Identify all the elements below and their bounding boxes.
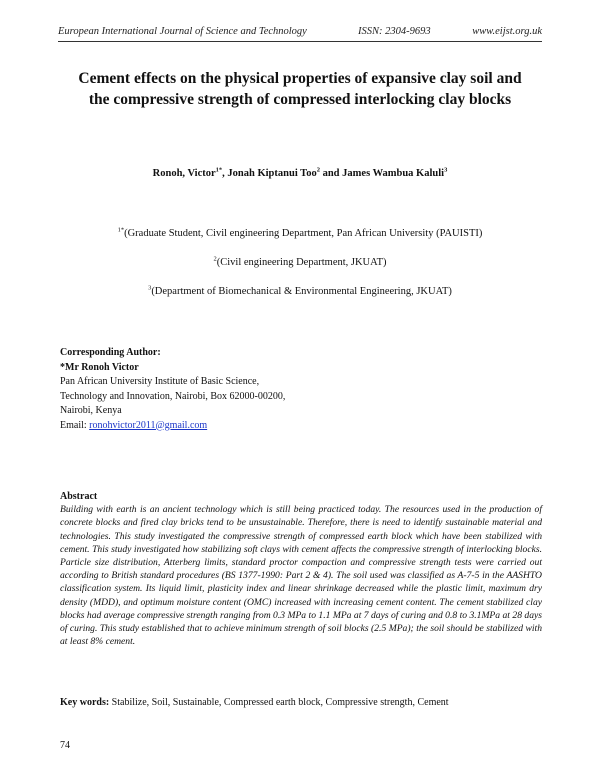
author-2: Jonah Kiptanui Too bbox=[227, 168, 317, 179]
corresponding-heading: Corresponding Author: bbox=[60, 347, 161, 358]
affiliation-1-text: (Graduate Student, Civil engineering Department, Pan African University (PAUISTI) bbox=[124, 228, 483, 239]
affiliation-2-text: (Civil engineering Department, JKUAT) bbox=[216, 257, 387, 268]
affiliation-2-marker: 2 bbox=[213, 255, 217, 263]
author-2-affil: 2 bbox=[316, 166, 320, 174]
affiliation-3 bbox=[0, 286, 600, 297]
affiliation-2 bbox=[0, 257, 600, 268]
email-label: Email: bbox=[60, 419, 90, 431]
affiliation-3-text: (Department of Biomechanical & Environmental Engineering, JKUAT) bbox=[151, 286, 452, 297]
abstract-section bbox=[60, 490, 542, 648]
address-line-1: Pan African University Institute of Basic Science, bbox=[60, 376, 260, 387]
address-line-2: Technology and Innovation, Nairobi, Box 62000-00200, bbox=[60, 390, 286, 402]
email-row bbox=[60, 419, 285, 434]
title-line-2: the compressive strength of compressed interlocking clay blocks bbox=[88, 91, 512, 108]
address-line-3: Nairobi, Kenya bbox=[60, 405, 122, 416]
email-link[interactable]: ronohvictor2011@gmail.com bbox=[89, 419, 208, 431]
author-list bbox=[0, 168, 600, 179]
author-3: James Wambua Kaluli bbox=[342, 168, 445, 179]
corresponding-author-block bbox=[60, 346, 285, 433]
running-header bbox=[58, 26, 542, 42]
abstract-heading: Abstract bbox=[60, 491, 98, 502]
abstract-text: Building with earth is an ancient technology which is still being practiced today. The resources used in the production of concrete blocks and fired clay bricks tend to be unsustainable. Therefore, there is need to identify sustainable material and technologies. This study investigated the compressive strength of compressed earth block which have been stabilized with cement. This study investigated how stabilizing soft clays with cement affects the compressive strength of interlocking blocks. Particle size distribution, Atterberg limits, standard proctor compaction and compressive strength tests were carried out according to British standard procedures (BS 1377-1990: Part 2 & 4). The soil used was classified as A-7-5 in the AASHTO classification system. Its liquid limit, plasticity index and linear shrinkage decreased while the plastic limit, maximum dry density (MDD), and optimum moisture content (OMC) increased with increasing cement content. The cement stabilized clay blocks had average compressive strength ranging from 0.3 MPa to 1.1 MPa at 7 days of curing and 0.8 to 3.1MPa at 28 days of curing. This study established that to achieve minimum strength of soil blocks (2.5 MPa); the soil should be stabilized with at least 8% cement. bbox=[60, 504, 542, 648]
issn: ISSN: 2304-9693 bbox=[358, 26, 431, 37]
keywords-text: Stabilize, Soil, Sustainable, Compressed earth block, Compressive strength, Cement bbox=[109, 697, 449, 708]
author-1: Ronoh, Victor bbox=[152, 168, 216, 179]
author-separator: , bbox=[222, 168, 228, 179]
author-1-affil: 1* bbox=[215, 166, 223, 174]
journal-website: www.eijst.org.uk bbox=[472, 26, 542, 37]
affiliation-3-marker: 3 bbox=[148, 284, 152, 292]
corresponding-name: *Mr Ronoh Victor bbox=[60, 361, 139, 373]
title-line-1: Cement effects on the physical properties of expansive clay soil and bbox=[78, 70, 522, 87]
affiliation-1 bbox=[0, 228, 600, 239]
page-number: 74 bbox=[60, 740, 70, 751]
author-separator: and bbox=[319, 168, 343, 179]
affiliation-1-marker: 1* bbox=[117, 226, 125, 234]
paper-title bbox=[40, 68, 560, 110]
keywords-label: Key words: bbox=[60, 697, 110, 708]
author-3-affil: 3 bbox=[444, 166, 448, 174]
keywords-line bbox=[60, 697, 449, 708]
journal-name: European International Journal of Science and Technology bbox=[58, 26, 307, 37]
